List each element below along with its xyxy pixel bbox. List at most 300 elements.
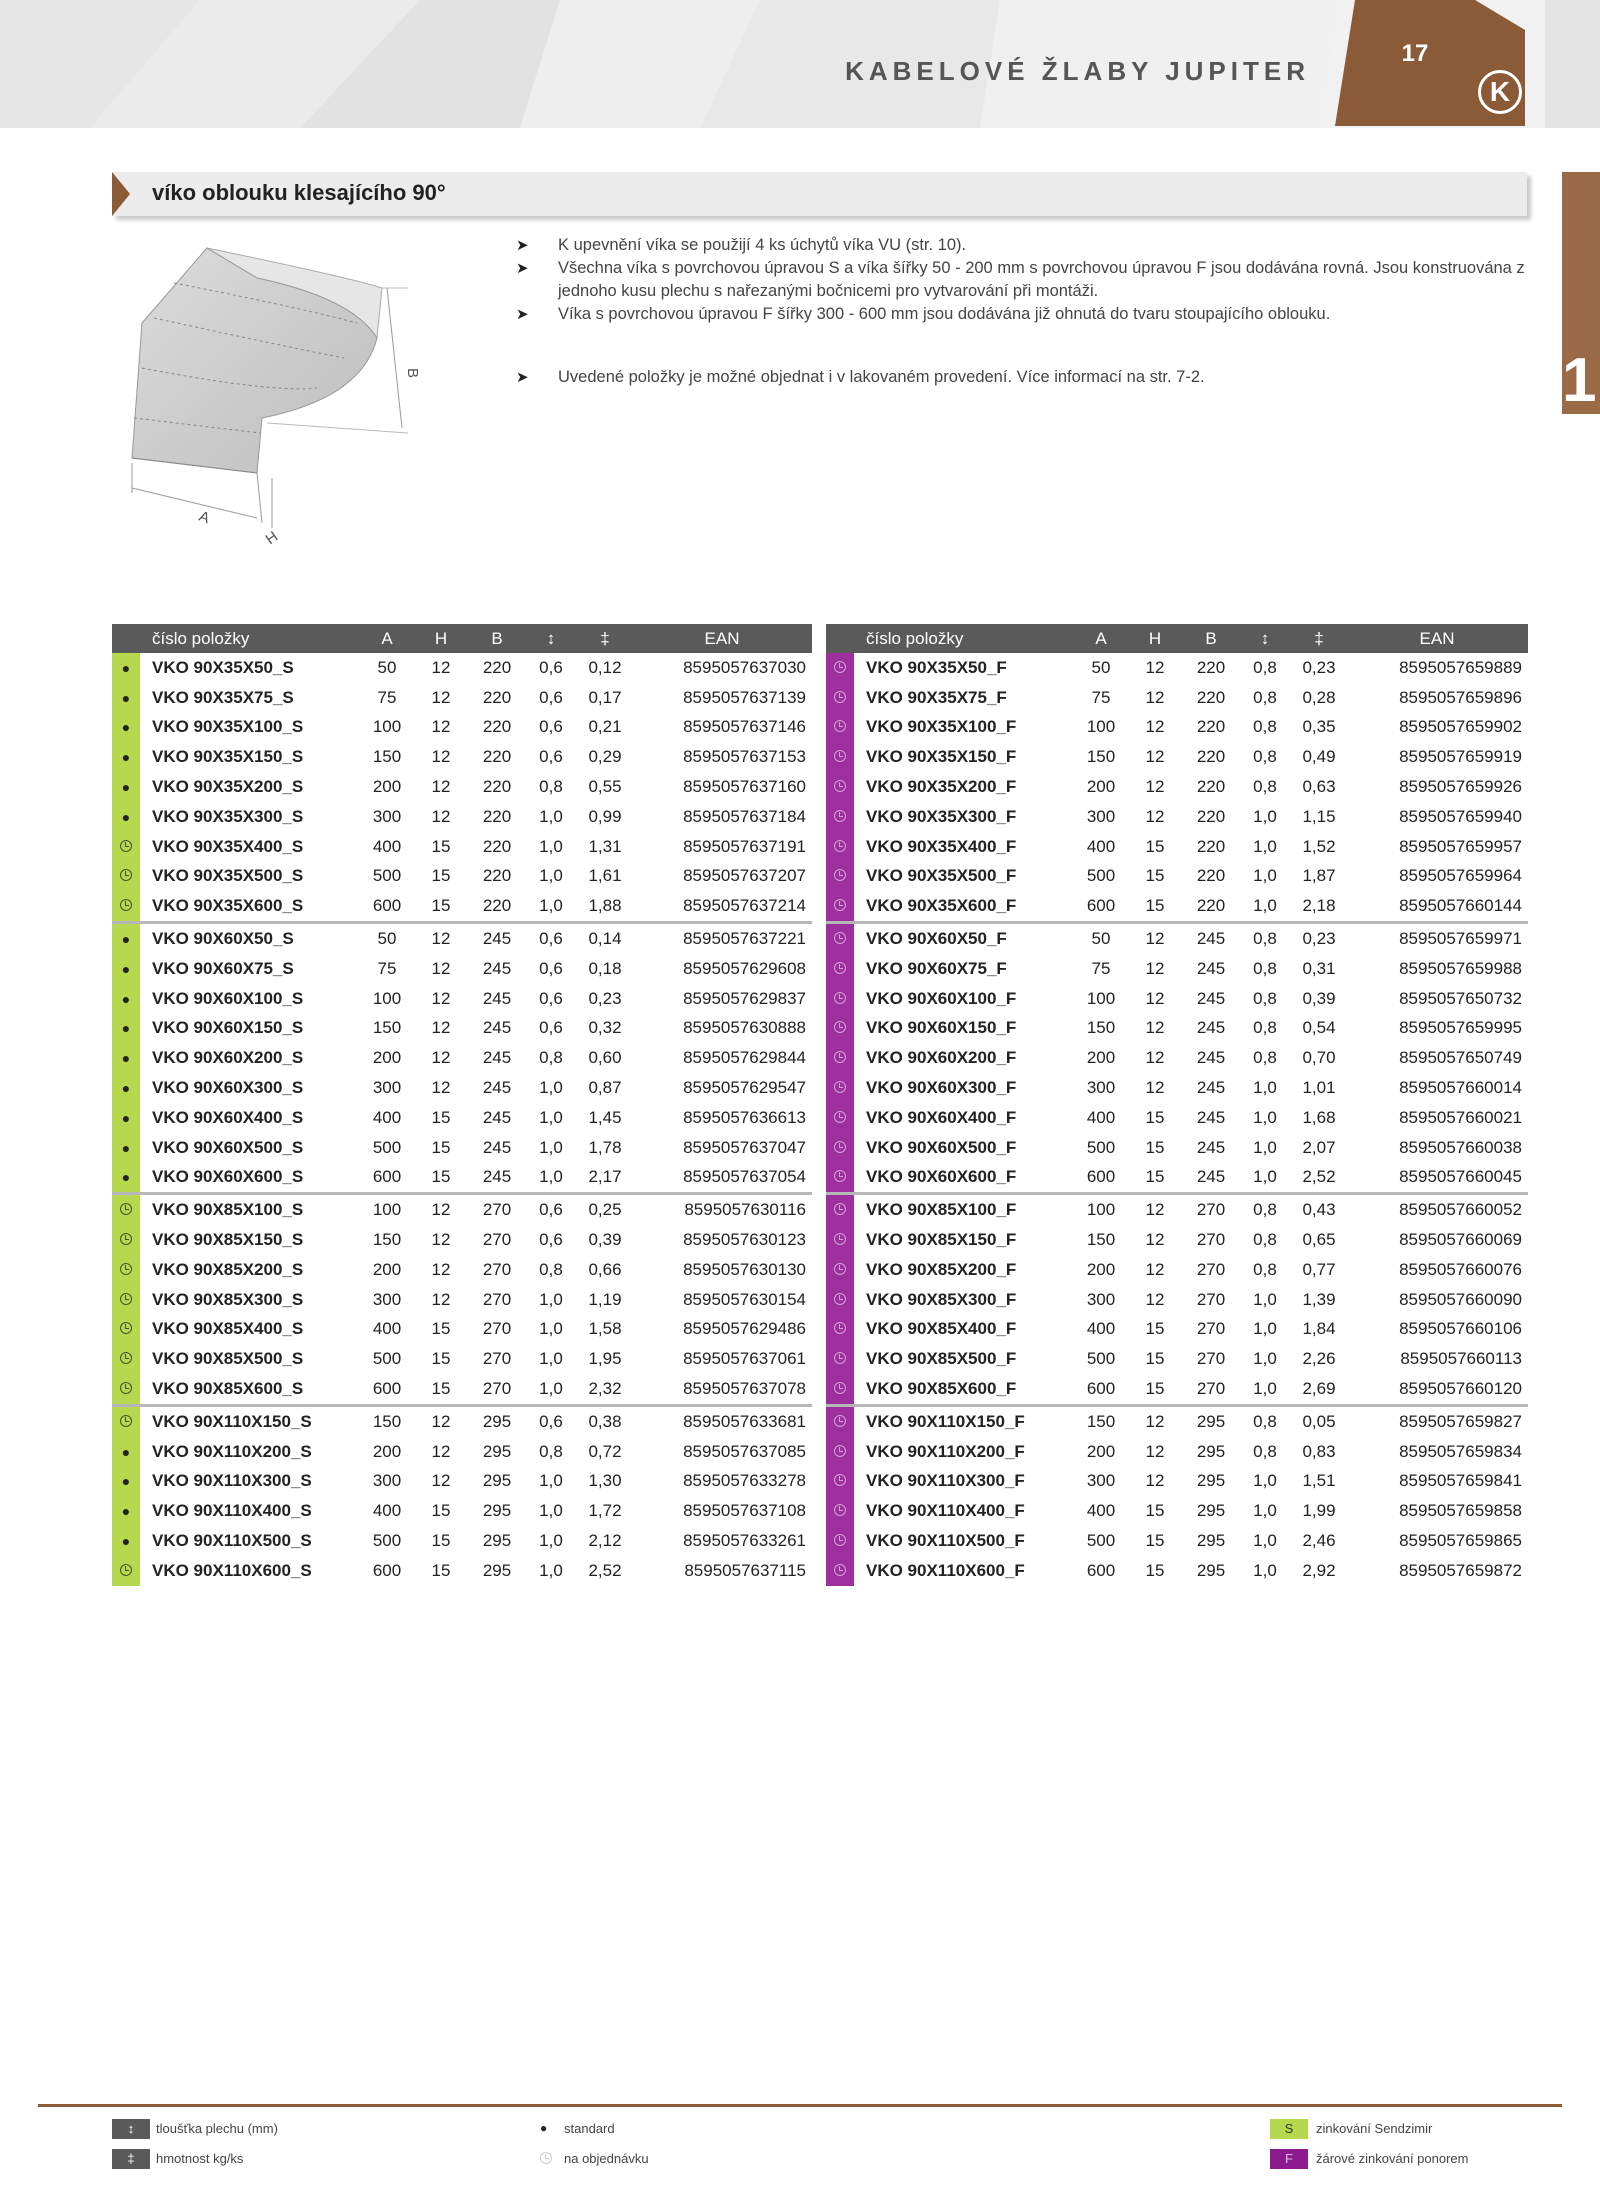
item-code: VKO 90X60X100_F (866, 988, 1017, 1008)
clock-icon (826, 1043, 854, 1073)
cell-thickness: 1,0 (1253, 1560, 1277, 1580)
cell-h: 12 (1145, 687, 1165, 707)
note-text: Víka s povrchovou úpravou F šířky 300 - 600 mm jsou dodávána již ohnutá do tvaru stoupajícího oblouku. (558, 305, 1331, 323)
clock-icon (826, 891, 854, 922)
cell-h: 12 (431, 1259, 451, 1279)
clock-icon (826, 923, 854, 954)
cell-a: 150 (372, 1230, 402, 1250)
table-row (826, 1014, 1528, 1044)
cell-weight: 0,31 (1302, 958, 1336, 978)
item-code: VKO 90X60X50_S (140, 923, 362, 954)
cell-weight: 2,07 (1302, 1137, 1336, 1157)
cell-ean: 8595057660113 (1400, 1349, 1522, 1369)
cell-weight: 0,54 (1302, 1018, 1336, 1038)
cell-ean: 8595057629844 (683, 1048, 806, 1068)
cell-a: 100 (372, 988, 402, 1008)
cell-thickness: 0,8 (1253, 687, 1277, 707)
cell-a: 50 (1076, 923, 1126, 954)
cell-weight: 0,32 (588, 1018, 622, 1038)
item-code: VKO 90X60X150_S (152, 1018, 304, 1038)
title-arrow-icon (112, 172, 130, 216)
cell-weight: 1,19 (588, 1289, 622, 1309)
standard-dot-icon: ● (112, 1133, 140, 1163)
cell-thickness: 0,8 (539, 1048, 563, 1068)
clock-icon (826, 1103, 854, 1133)
item-code: VKO 90X60X400_F (866, 1107, 1017, 1127)
cell-thickness: 0,8 (1253, 988, 1277, 1008)
notes-list (516, 234, 1526, 389)
header-a: A (362, 624, 412, 653)
item-code: VKO 90X85X100_S (140, 1194, 362, 1225)
item-code: VKO 90X35X500_F (866, 866, 1017, 886)
cell-a: 200 (1086, 1441, 1116, 1461)
cell-a: 50 (377, 657, 397, 677)
cell-b: 220 (1196, 777, 1226, 797)
cell-ean: 8595057659834 (1399, 1441, 1522, 1461)
cell-b: 220 (1196, 836, 1226, 856)
item-code: VKO 90X35X300_F (866, 806, 1017, 826)
cell-weight: 2,17 (588, 1167, 622, 1187)
cell-b: 220 (482, 717, 512, 737)
cell-b: 295 (482, 1441, 512, 1461)
table-row (112, 1073, 812, 1103)
cell-h: 15 (431, 1531, 451, 1550)
cell-thickness: 0,6 (539, 747, 563, 767)
clock-icon (826, 1526, 854, 1556)
table-row (826, 1437, 1528, 1467)
cell-b: 220 (1196, 747, 1226, 767)
cell-h: 12 (1145, 1289, 1165, 1309)
clock-icon (826, 1255, 854, 1285)
cell-weight: 1,84 (1302, 1319, 1336, 1339)
cell-b: 245 (482, 1048, 512, 1068)
item-code: VKO 90X110X300_F (866, 1471, 1025, 1491)
s-finish-legend-label: zinkování Sendzimir (1316, 2121, 1433, 2136)
cell-ean: 8595057637078 (683, 1379, 806, 1399)
cell-b: 220 (1196, 717, 1226, 737)
cell-ean: 8595057660120 (1399, 1379, 1522, 1399)
cell-ean: 8595057637184 (683, 806, 806, 826)
clock-icon (826, 713, 854, 743)
cell-a: 400 (372, 1107, 402, 1127)
item-code: VKO 90X60X150_F (866, 1018, 1017, 1038)
cell-weight: 1,61 (588, 866, 622, 886)
cell-b: 295 (1196, 1560, 1226, 1580)
cell-thickness: 1,0 (1253, 1289, 1277, 1309)
cell-weight: 2,18 (1302, 896, 1336, 916)
cell-thickness: 1,0 (1253, 896, 1277, 916)
header-h: H (1126, 624, 1184, 653)
standard-dot-icon: ● (112, 772, 140, 802)
clock-icon (112, 891, 140, 922)
cell-a: 100 (1076, 1194, 1126, 1225)
cell-a: 150 (372, 1018, 402, 1038)
table-row (112, 683, 812, 713)
item-code: VKO 90X35X50_S (152, 657, 294, 677)
table-row (826, 742, 1528, 772)
clock-icon (826, 1467, 854, 1497)
table-row (826, 713, 1528, 743)
standard-dot-icon: ● (112, 1526, 140, 1556)
cell-b: 220 (482, 777, 512, 797)
cell-b: 245 (1196, 958, 1226, 978)
item-code: VKO 90X35X150_F (866, 747, 1017, 767)
header-code: číslo položky (854, 624, 1076, 653)
cell-ean: 8595057659865 (1399, 1531, 1522, 1550)
header-marker-cell (826, 624, 854, 653)
cell-h: 12 (1145, 747, 1165, 767)
arrow-bullet-icon: ➤ (516, 237, 529, 254)
cell-h: 15 (431, 1349, 451, 1369)
clock-icon (826, 1405, 854, 1436)
weight-legend-icon: ‡ (112, 2149, 150, 2169)
cell-thickness: 1,0 (1253, 1501, 1277, 1521)
cell-ean: 8595057659902 (1399, 717, 1522, 737)
cell-thickness: 0,8 (1253, 1048, 1277, 1068)
cell-weight: 0,65 (1302, 1230, 1336, 1250)
clock-icon (826, 862, 854, 892)
table-row (826, 832, 1528, 862)
arrow-bullet-icon: ➤ (516, 369, 529, 386)
cell-ean: 8595057660076 (1399, 1259, 1522, 1279)
cell-ean: 8595057629486 (683, 1319, 806, 1339)
cell-a: 300 (1086, 1078, 1116, 1098)
table-row (112, 1437, 812, 1467)
cell-ean: 8595057660144 (1399, 896, 1522, 916)
item-code: VKO 90X85X300_F (866, 1289, 1017, 1309)
cell-thickness: 0,6 (524, 1405, 578, 1436)
table-row (826, 1374, 1528, 1405)
cell-h: 12 (431, 958, 451, 978)
cell-thickness: 1,0 (1253, 1078, 1277, 1098)
table-row (112, 713, 812, 743)
clock-icon (826, 1344, 854, 1374)
item-code: VKO 90X85X600_F (866, 1379, 1017, 1399)
item-code: VKO 90X60X300_S (152, 1078, 304, 1098)
chapter-number: 1 (1562, 346, 1597, 415)
clock-icon (826, 954, 854, 984)
cell-thickness: 1,0 (1253, 1349, 1277, 1369)
cell-a: 500 (372, 1531, 402, 1550)
item-code: VKO 90X110X500_F (866, 1531, 1025, 1550)
cell-thickness: 0,8 (1238, 1405, 1292, 1436)
cell-b: 220 (1196, 687, 1226, 707)
item-code: VKO 90X35X75_S (152, 687, 294, 707)
cell-h: 12 (431, 717, 451, 737)
cell-ean: 8595057659957 (1399, 836, 1522, 856)
cell-thickness: 0,8 (1253, 717, 1277, 737)
table-row (826, 862, 1528, 892)
table-row (112, 1405, 812, 1436)
cell-a: 200 (372, 1048, 402, 1068)
item-code: VKO 90X60X100_S (152, 988, 304, 1008)
cell-ean: 8595057660045 (1399, 1167, 1522, 1187)
cell-a: 200 (1086, 1259, 1116, 1279)
cell-weight: 1,15 (1302, 806, 1336, 826)
cell-ean: 8595057659858 (1399, 1501, 1522, 1521)
cell-h: 15 (1145, 866, 1165, 886)
note-item (516, 234, 1526, 257)
cell-a: 600 (1086, 1379, 1116, 1399)
item-code: VKO 90X110X200_S (152, 1441, 312, 1461)
clock-icon (826, 832, 854, 862)
note-text: Uvedené položky je možné objednat i v lakovaném provedení. Více informací na str. 7-2. (558, 368, 1205, 386)
cell-ean: 8595057633278 (683, 1471, 806, 1491)
cell-weight: 2,52 (1302, 1167, 1336, 1187)
cell-thickness: 1,0 (539, 1560, 563, 1580)
cell-b: 270 (1196, 1230, 1226, 1250)
cell-a: 50 (362, 923, 412, 954)
cell-a: 300 (372, 806, 402, 826)
standard-dot-icon: ● (112, 683, 140, 713)
table-row (112, 1103, 812, 1133)
cell-weight: 0,35 (1302, 717, 1336, 737)
cell-h: 12 (431, 806, 451, 826)
cell-a: 200 (372, 1259, 402, 1279)
header-b: B (470, 624, 524, 653)
cell-ean: 8595057633261 (683, 1531, 806, 1550)
cell-thickness: 1,0 (539, 1531, 563, 1550)
arrow-bullet-icon: ➤ (516, 260, 529, 277)
cell-thickness: 0,8 (1238, 923, 1292, 954)
cell-weight: 1,88 (588, 896, 622, 916)
cell-thickness: 0,8 (1253, 777, 1277, 797)
cell-ean: 8595057659988 (1399, 958, 1522, 978)
cell-a: 400 (1086, 1107, 1116, 1127)
item-code: VKO 90X35X600_F (866, 896, 1017, 916)
cell-ean: 8595057637153 (683, 747, 806, 767)
clock-icon (826, 1315, 854, 1345)
cell-weight: 1,51 (1302, 1471, 1336, 1491)
table-row (112, 1014, 812, 1044)
item-code: VKO 90X35X200_S (152, 777, 304, 797)
cell-thickness: 1,0 (539, 866, 563, 886)
s-finish-legend-icon: S (1270, 2119, 1308, 2139)
cell-h: 12 (431, 1230, 451, 1250)
table-row (826, 923, 1528, 954)
cell-weight: 0,29 (588, 747, 622, 767)
cell-b: 245 (1196, 1137, 1226, 1157)
cell-ean: 8595057660069 (1399, 1230, 1522, 1250)
standard-dot-icon: ● (112, 1163, 140, 1194)
cell-b: 245 (1196, 1048, 1226, 1068)
cell-b: 270 (1196, 1379, 1226, 1399)
cell-b: 270 (1184, 1194, 1238, 1225)
cell-a: 75 (1091, 958, 1111, 978)
product-table-s (112, 624, 812, 1586)
cell-ean: 8595057637047 (683, 1137, 806, 1157)
cell-b: 245 (1196, 1107, 1226, 1127)
cell-a: 200 (1086, 777, 1116, 797)
table-row (826, 1255, 1528, 1285)
cell-weight: 0,83 (1302, 1441, 1336, 1461)
table-row (826, 1344, 1528, 1374)
item-code: VKO 90X85X150_F (866, 1230, 1017, 1250)
cell-h: 12 (1145, 1048, 1165, 1068)
cell-a: 600 (372, 1560, 402, 1580)
cell-a: 300 (1086, 1471, 1116, 1491)
cell-weight: 0,39 (1302, 988, 1336, 1008)
cell-h: 12 (1145, 958, 1165, 978)
cell-a: 75 (377, 687, 397, 707)
cell-ean: 8595057659964 (1399, 866, 1522, 886)
cell-a: 100 (372, 717, 402, 737)
cell-ean: 8595057660021 (1399, 1107, 1522, 1127)
cell-thickness: 1,0 (1253, 1319, 1277, 1339)
table-row (112, 1496, 812, 1526)
clock-icon (112, 1194, 140, 1225)
cell-weight: 1,78 (588, 1137, 622, 1157)
cell-thickness: 1,0 (539, 836, 563, 856)
catalog-title: KABELOVÉ ŽLABY JUPITER (845, 56, 1310, 86)
item-code: VKO 90X110X150_S (140, 1405, 362, 1436)
cell-b: 245 (1196, 1167, 1226, 1187)
cell-thickness: 1,0 (539, 1379, 563, 1399)
cell-thickness: 0,6 (539, 657, 563, 677)
cell-a: 200 (372, 777, 402, 797)
cell-thickness: 0,6 (539, 1018, 563, 1038)
cell-ean: 8595057659971 (1346, 923, 1528, 954)
cell-ean: 8595057659926 (1399, 777, 1522, 797)
cell-weight: 1,68 (1302, 1107, 1336, 1127)
item-code: VKO 90X35X500_S (152, 866, 304, 886)
cell-ean: 8595057633681 (632, 1405, 812, 1436)
clock-icon (826, 1133, 854, 1163)
item-code: VKO 90X35X400_F (866, 836, 1017, 856)
dimension-a-label: A (196, 507, 212, 528)
standard-dot-icon: ● (112, 713, 140, 743)
table-row (112, 1043, 812, 1073)
cell-b: 295 (1196, 1531, 1226, 1550)
table-row (826, 891, 1528, 922)
item-code: VKO 90X85X200_S (152, 1259, 304, 1279)
cell-weight: 0,43 (1292, 1194, 1346, 1225)
item-code: VKO 90X35X150_S (152, 747, 304, 767)
cell-h: 12 (1145, 988, 1165, 1008)
cell-ean: 8595057629837 (683, 988, 806, 1008)
clock-icon (112, 1225, 140, 1255)
cell-h: 12 (1145, 657, 1165, 677)
item-code: VKO 90X60X300_F (866, 1078, 1017, 1098)
item-code: VKO 90X110X600_F (866, 1560, 1025, 1580)
cell-ean: 8595057650732 (1399, 988, 1522, 1008)
cell-a: 150 (362, 1405, 412, 1436)
cell-b: 245 (482, 1078, 512, 1098)
cell-weight: 1,39 (1302, 1289, 1336, 1309)
cell-b: 245 (482, 1167, 512, 1187)
cell-a: 150 (1086, 747, 1116, 767)
cell-thickness: 1,0 (539, 1471, 563, 1491)
clock-icon (826, 683, 854, 713)
cell-weight: 0,66 (588, 1259, 622, 1279)
cell-b: 295 (482, 1560, 512, 1580)
clock-icon (826, 1556, 854, 1586)
cell-thickness: 1,0 (539, 1078, 563, 1098)
cell-h: 15 (1145, 1560, 1165, 1580)
cell-ean: 8595057637085 (683, 1441, 806, 1461)
cell-ean: 8595057660014 (1399, 1078, 1522, 1098)
cell-weight: 0,17 (588, 687, 622, 707)
cell-b: 295 (1196, 1471, 1226, 1491)
cell-weight: 0,12 (588, 657, 622, 677)
cell-h: 15 (1145, 1137, 1165, 1157)
cell-a: 150 (372, 747, 402, 767)
table-row (826, 802, 1528, 832)
cell-ean: 8595057637108 (683, 1501, 806, 1521)
cell-h: 12 (1145, 1078, 1165, 1098)
cell-weight: 0,63 (1302, 777, 1336, 797)
clock-icon (112, 862, 140, 892)
cell-ean: 8595057630888 (683, 1018, 806, 1038)
cell-a: 600 (372, 1379, 402, 1399)
cell-weight: 0,60 (588, 1048, 622, 1068)
cell-weight: 1,52 (1302, 836, 1336, 856)
cell-ean: 8595057659841 (1399, 1471, 1522, 1491)
item-code: VKO 90X60X50_F (854, 923, 1076, 954)
header-marker-cell (112, 624, 140, 653)
cell-b: 220 (482, 747, 512, 767)
cell-h: 12 (1145, 1018, 1165, 1038)
cell-thickness: 1,0 (1253, 1531, 1277, 1550)
standard-dot-icon: ● (112, 1073, 140, 1103)
cell-weight: 0,39 (588, 1230, 622, 1250)
cell-h: 12 (1145, 777, 1165, 797)
clock-icon (112, 1315, 140, 1345)
cell-b: 220 (1196, 657, 1226, 677)
cell-h: 15 (431, 896, 451, 916)
header-ean: EAN (1346, 624, 1528, 653)
cell-b: 270 (482, 1230, 512, 1250)
cell-h: 15 (431, 1167, 451, 1187)
cell-weight: 0,25 (578, 1194, 632, 1225)
clock-icon (112, 1374, 140, 1405)
standard-dot-icon: ● (112, 742, 140, 772)
cell-ean: 8595057660052 (1346, 1194, 1528, 1225)
cell-thickness: 0,8 (1253, 747, 1277, 767)
cell-thickness: 1,0 (1253, 1167, 1277, 1187)
cell-a: 600 (372, 1167, 402, 1187)
cell-ean: 8595057659872 (1399, 1560, 1522, 1580)
cell-ean: 8595057659896 (1399, 687, 1522, 707)
clock-icon (826, 1374, 854, 1405)
cell-ean: 8595057629608 (683, 958, 806, 978)
cell-weight: 0,72 (588, 1441, 622, 1461)
cell-thickness: 1,0 (539, 1349, 563, 1369)
table-row (112, 1526, 812, 1556)
item-code: VKO 90X60X500_F (866, 1137, 1017, 1157)
product-drawing (112, 228, 442, 578)
cell-b: 245 (470, 923, 524, 954)
standard-dot-icon: ● (112, 1014, 140, 1044)
cell-b: 245 (1196, 1018, 1226, 1038)
table-row (112, 984, 812, 1014)
cell-weight: 0,99 (588, 806, 622, 826)
cell-h: 12 (1145, 717, 1165, 737)
clock-icon (826, 1194, 854, 1225)
cell-weight: 0,77 (1302, 1259, 1336, 1279)
section-title: víko oblouku klesajícího 90° (152, 180, 446, 205)
cell-thickness: 1,0 (539, 1501, 563, 1521)
cell-a: 600 (372, 896, 402, 916)
note-text: Všechna víka s povrchovou úpravou S a víka šířky 50 - 200 mm s povrchovou úpravou F jsou dodávána rovná. Jsou konstruována z jednoho kusu plechu s nařezanými bočnicemi pro vytvarování při montáži. (558, 259, 1525, 300)
cell-weight: 0,38 (578, 1405, 632, 1436)
cell-b: 270 (482, 1349, 512, 1369)
cell-h: 12 (431, 988, 451, 1008)
cell-ean: 8595057659889 (1399, 657, 1522, 677)
cell-thickness: 0,8 (539, 1259, 563, 1279)
dimension-b-label: B (404, 368, 421, 379)
cell-thickness: 1,0 (539, 1137, 563, 1157)
